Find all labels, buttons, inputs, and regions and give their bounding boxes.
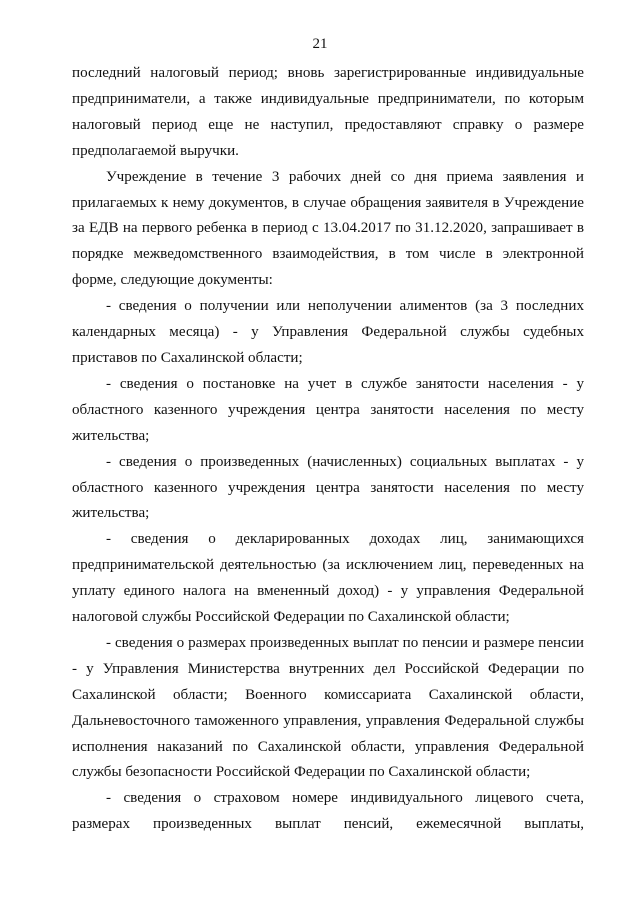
paragraph [72,631,584,786]
text-line: службы безопасности Российской Федерации по Сахалинской области; [72,764,531,781]
text-line: исполнения наказаний по Сахалинской области, управления Федеральной [72,738,584,755]
text-line: областного казенного учреждения центра занятости населения по месту [72,401,584,418]
text-line: - у Управления Министерства внутренних дел Российской Федерации по [72,660,584,677]
text-line: - сведения о размерах произведенных выплат по пенсии и размере пенсии [106,634,584,651]
text-line: последний налоговый период; вновь зарегистрированные индивидуальные [72,65,584,81]
text-line: предпринимательской деятельностью (за исключением лиц, переведенных на [72,557,584,574]
paragraph [72,527,584,631]
text-line: за ЕДВ на первого ребенка в период с 13.04.2017 по 31.12.2020, запрашивает в [72,220,584,237]
paragraph [72,372,584,450]
body-text [72,61,584,838]
text-line: налоговый период еще не наступил, предоставляют справку о размере [72,116,584,133]
text-line: - сведения о страховом номере индивидуального лицевого счета, [106,790,584,807]
page-number: 21 [312,36,328,52]
text-line: областного казенного учреждения центра занятости населения по месту [72,479,584,496]
text-line: предполагаемой выручки. [72,142,239,159]
paragraph [72,294,584,372]
text-line: Сахалинской области; Военного комиссариата Сахалинской области, [72,686,584,703]
text-line: - сведения о декларированных доходах лиц, занимающихся [106,531,584,548]
text-line: жительства; [72,427,150,444]
text-line: предприниматели, а также индивидуальные предприниматели, по которым [72,90,584,107]
text-line: календарных месяца) - у Управления Федеральной службы судебных [72,324,584,341]
text-line: уплату единого налога на вмененный доход) - у управления Федеральной [72,583,584,600]
paragraph [72,61,584,165]
text-line: жительства; [72,505,150,522]
text-line: - сведения о произведенных (начисленных) социальных выплатах - у [106,453,584,470]
text-line: прилагаемых к нему документов, в случае обращения заявителя в Учреждение [72,194,584,211]
text-line: Учреждение в течение 3 рабочих дней со дня приема заявления и [106,168,584,185]
paragraph [72,450,584,528]
text-line: форме, следующие документы: [72,272,273,289]
text-line: порядке межведомственного взаимодействия, в том числе в электронной [72,246,584,263]
paragraph [72,165,584,295]
paragraph [72,786,584,838]
text-line: налоговой службы Российской Федерации по Сахалинской области; [72,609,510,626]
text-line: приставов по Сахалинской области; [72,349,303,366]
text-line: - сведения о постановке на учет в службе занятости населения - у [106,375,584,392]
text-line: - сведения о получении или неполучении алиментов (за 3 последних [106,298,584,315]
text-line: Дальневосточного таможенного управления, управления Федеральной службы [72,712,584,729]
text-line: размерах произведенных выплат пенсий, ежемесячной выплаты, [72,816,584,833]
